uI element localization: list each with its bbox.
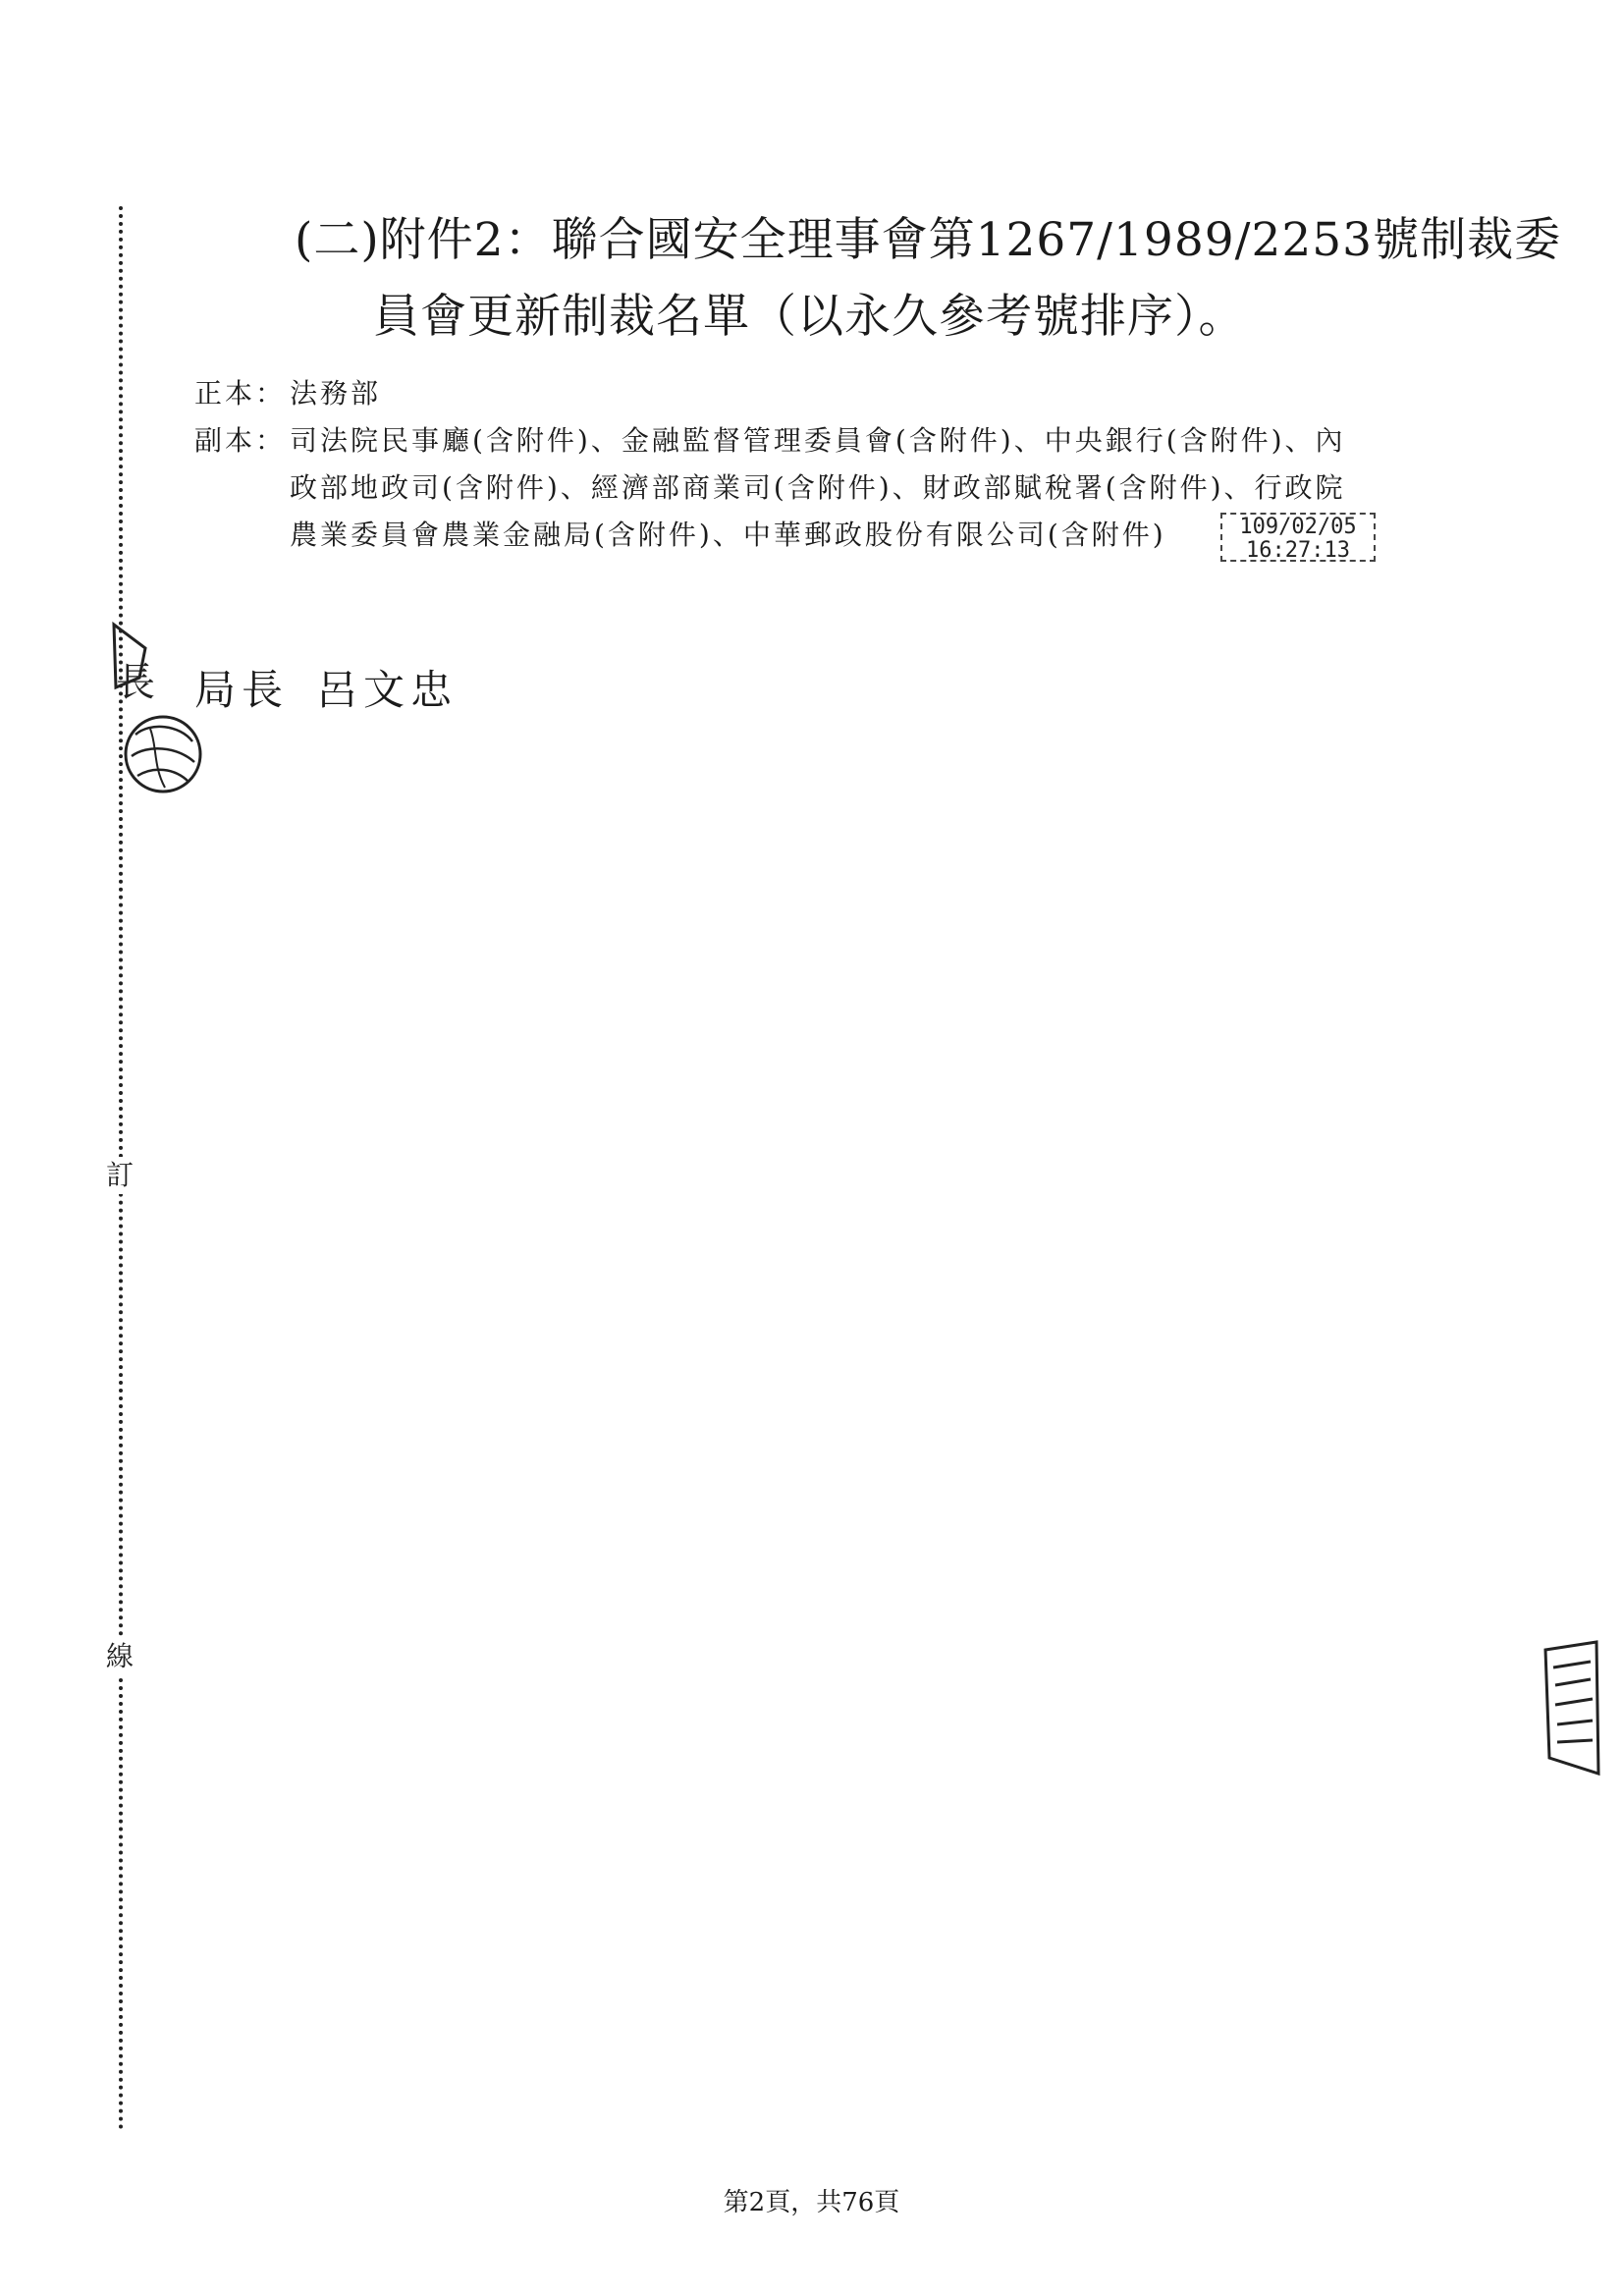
timestamp-time: 16:27:13 bbox=[1246, 538, 1350, 563]
original-copy-row bbox=[194, 369, 381, 418]
binding-mark-staple: 訂 bbox=[104, 1157, 135, 1194]
attachment-title-line-2: 員會更新制裁名單（以永久參考號排序）。 bbox=[373, 290, 1246, 344]
duplicate-copy-line-3: 農業委員會農業金融局(含附件)、中華郵政股份有限公司(含附件) bbox=[290, 519, 1166, 551]
signature-block bbox=[194, 658, 458, 717]
duplicate-copy-line-2: 政部地政司(含附件)、經濟部商業司(含附件)、財政部賦稅署(含附件)、行政院 bbox=[290, 471, 1346, 504]
official-seal-right bbox=[1542, 1640, 1600, 1777]
original-copy-label: 正本： bbox=[194, 377, 287, 410]
duplicate-copy-row bbox=[194, 416, 1346, 465]
attachment-title bbox=[295, 202, 1561, 355]
duplicate-copy-label: 副本： bbox=[194, 424, 287, 457]
page-number-footer: 第2頁，共76頁 bbox=[723, 2188, 900, 2217]
official-seal-left bbox=[106, 619, 204, 795]
seal-left-text: 長 bbox=[116, 660, 155, 705]
duplicate-copy-line-1: 司法院民事廳(含附件)、金融監督管理委員會(含附件)、中央銀行(含附件)、內 bbox=[290, 424, 1346, 457]
original-copy-recipients: 法務部 bbox=[290, 377, 382, 410]
timestamp-stamp bbox=[1220, 513, 1376, 562]
signature-title: 局長 bbox=[194, 666, 290, 714]
timestamp-date: 109/02/05 bbox=[1239, 515, 1357, 539]
binding-mark-line: 線 bbox=[104, 1638, 135, 1675]
attachment-title-line-1: (二)附件2：聯合國安全理事會第1267/1989/2253號制裁委 bbox=[295, 213, 1562, 267]
signature-name: 呂文忠 bbox=[316, 666, 459, 714]
